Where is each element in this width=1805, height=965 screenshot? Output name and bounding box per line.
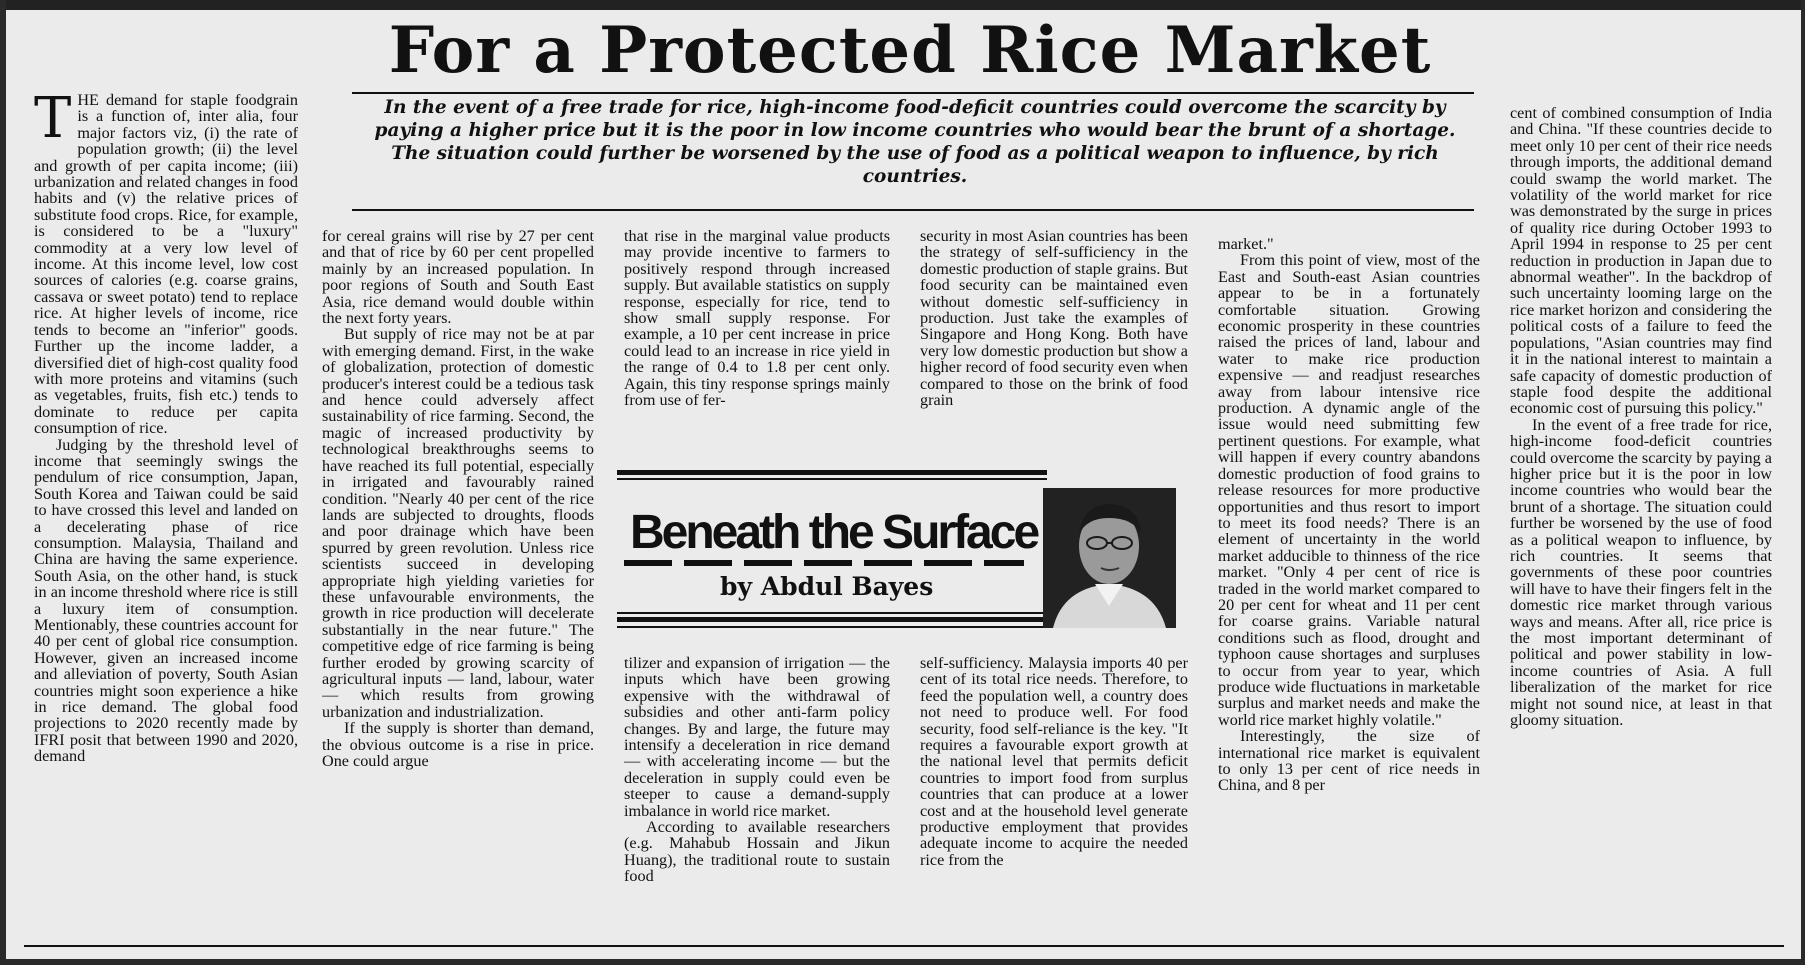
article-column-1 <box>34 92 298 924</box>
byline: by Abdul Bayes <box>720 572 934 601</box>
article-column-4-top <box>920 228 1188 464</box>
column-1-paragraph-1: THE demand for staple foodgrain is a function of, inter alia, four major factors viz, (i) the rate of population growth; (ii) the level and growth of per capita income; (iii) urbanization and related changes in food habits and (v) the relative prices of substitute food crops. Rice, for example, is considered to be a "luxury" commodity at a very low level of income. At this income level, low cost sources of calories (e.g. coarse grains, cassava or sweet potato) tend to replace rice. At higher levels of income, rice tends to become an "inferior" goods. Further up the income ladder, a diversified diet of high-cost quality food with more proteins and vitamins (such as vegetables, fruits, fish etc.) tends to dominate to reduce per capita consumption of rice. <box>34 92 298 438</box>
box-rule-bottom-1 <box>617 612 1047 614</box>
page-bottom-rule <box>24 945 1784 947</box>
deck-top-rule <box>352 92 1474 94</box>
article-column-5 <box>1218 236 1480 924</box>
column-5-paragraph-1: market." <box>1218 236 1274 253</box>
column-3-bottom-paragraph-1: tilizer and expansion of irrigation — the inputs which have been growing expensive with the withdrawal of subsidies and other anti-farm policy changes. By and large, the future may intensify a deceleration in rice demand — with accelerating income — but the deceleration in supply could even be steeper to cause a demand-supply imbalance in world rice market. <box>624 655 890 820</box>
column-6-paragraph-2: In the event of a free trade for rice, high-income food-deficit countries could overcome the scarcity by paying a higher price but it is the poor in low income countries who would bear the brunt of a shortage. The situation could further be worsened by the use of food as a political weapon to influence, by rich countries. It seems that governments of these poor countries will have to have their fingers felt in the domestic rice market through various ways and means. After all, rice price is the most important determinant of political and power stability in low-income countries of Asia. A full liberalization of the market for rice might not sound nice, at least in that gloomy situation. <box>1510 415 1772 730</box>
column-1-paragraph-2: Judging by the threshold level of income that seemingly swings the pendulum of rice consumption, Japan, South Korea and Taiwan could be said to have crossed this level and landed on a decelerating phase of rice consumption. Malaysia, Thailand and China are having the same experience. South Asia, on the other hand, is stuck in an income threshold where rice is still a luxury item of consumption. Mentionably, these countries account for 40 per cent of global rice consumption. However, given an increased income and alleviation of poverty, South Asian countries might soon experience a hike in rice demand. The global food projections to 2020 recently made by IFRI posit that between 1990 and 2020, demand <box>34 435 298 766</box>
article-column-6 <box>1510 105 1772 925</box>
page-bottom-border <box>0 959 1805 965</box>
column-3-bottom-paragraph-2: According to available researchers (e.g. Mahabub Hossain and Jikun Huang), the traditional route to sustain food <box>624 818 890 886</box>
box-rule-top-2 <box>617 478 1047 480</box>
page-left-border <box>0 0 6 965</box>
column-2-paragraph-1: for cereal grains will rise by 27 per cent and that of rice by 60 per cent propelled mainly by an increased population. In poor regions of South and South East Asia, rice demand would double within the next forty years. <box>322 228 594 328</box>
article-column-3-bottom <box>624 655 890 925</box>
article-column-3-top <box>624 228 890 464</box>
page-right-border <box>1801 0 1805 965</box>
deck-text: In the event of a free trade for rice, high-income food-deficit countries could overcome the scarcity by paying a higher price but it is the poor in low income countries who would bear the brunt of a shortage. The situation could further be worsened by the use of food as a political weapon to influence, by rich countries. <box>374 97 1456 187</box>
column-2-paragraph-2: But supply of rice may not be at par with emerging demand. First, in the wake of globalization, protection of domestic producer's interest could be a tedious task and hence could adversely affect sustainability of rice farming. Second, the magic of increased productivity by technological breakthroughs seems to have reached its full potential, especially in irrigated and favourably rained condition. "Nearly 40 per cent of the rice lands are subjected to droughts, floods and poor drainage which have been spurred by green revolution. Unless rice scientists succeed in developing appropriate high yielding varieties for these unfavourable environments, the growth in rice production will decelerate substantially in the near future." The competitive edge of rice farming is being further eroded by growing scarcity of agricultural inputs — land, labour, water — which results from growing urbanization and industrialization. <box>322 325 594 721</box>
column-title: Beneath the Surface <box>630 506 1038 559</box>
article-column-4-bottom <box>920 655 1188 925</box>
box-rule-bottom-3 <box>617 626 1047 628</box>
headline: For a Protected Rice Market <box>388 13 1432 88</box>
column-4-top-paragraph: security in most Asian countries has been the strategy of self-sufficiency in the domestic production of staple grains. But food security can be maintained even without domestic self-sufficiency in production. Just take the examples of Singapore and Hong Kong. Both have very low domestic production but show a higher record of food security even when compared to those on the brink of food grain <box>920 228 1188 410</box>
box-rule-bottom-2 <box>617 617 1047 622</box>
article-column-2 <box>322 228 594 924</box>
box-rule-top-1 <box>617 470 1047 475</box>
column-5-paragraph-3: Interestingly, the size of international rice market is equivalent to only 13 per cent of rice needs in China, and 8 per <box>1218 727 1480 795</box>
column-5-paragraph-2: From this point of view, most of the East and South-east Asian countries appear to be in a fortunately comfortable situation. Growing economic prosperity in these countries raised the prices of land, labour and water to make rice production expensive — and readjust researches away from labour intensive rice production. A dynamic angle of the issue would need submitting few pertinent questions. For example, what will happen if every country abandons domestic production of food grains to release resources for more productive opportunities and thus resort to import to meet its food needs? There is an element of uncertainty in the world market adducible to thinness of the rice market. "Only 4 per cent of rice is traded in the world market compared to 20 per cent for wheat and 11 per cent for coarse grains. Variable natural conditions such as flood, drought and typhoon cause shortages and surpluses to occur from year to year, which produce wide fluctuations in marketable surplus and market needs and make the world rice market highly volatile." <box>1218 251 1480 729</box>
drop-cap: T <box>34 92 72 151</box>
column-6-paragraph-1: cent of combined consumption of India and China. "If these countries decide to meet only 10 per cent of their rice needs through imports, the additional demand could swamp the world market. The volatility of the world market for rice was demonstrated by the surge in prices of quality rice during October 1993 to April 1994 in response to 25 per cent reduction in production in Japan due to abnormal weather". In the backdrop of such uncertainty looming large on the rice market horizon and considering the political costs of a failure to feed the populations, "Asian countries may find it in the national interest to maintain a safe capacity of domestic production of staple food despite the additional economic cost of pursuing this policy." <box>1510 105 1772 418</box>
column-2-paragraph-3: If the supply is shorter than demand, the obvious outcome is a rise in price. One could argue <box>322 719 594 770</box>
author-photo <box>1043 488 1176 628</box>
box-dashed-rule <box>624 560 1024 566</box>
deck-bottom-rule <box>352 209 1474 211</box>
column-4-bottom-paragraph: self-sufficiency. Malaysia imports 40 per cent of its total rice needs. Therefore, to feed the population well, a country does not need to produce well. For food security, food self-reliance is the key. "It requires a favourable export growth at the national level that permits deficit countries to import food from surplus countries that can produce at a lower cost and at the household level generate productive employment that provides adequate income to acquire the needed rice from the <box>920 655 1188 869</box>
column-3-top-paragraph: that rise in the marginal value products may provide incentive to farmers to positively respond through increased supply. But available statistics on supply response, especially for rice, tend to show small supply response. For example, a 10 per cent increase in price could lead to an increase in rice yield in the range of 0.4 to 1.8 per cent only. Again, this tiny response springs mainly from use of fer- <box>624 228 890 410</box>
